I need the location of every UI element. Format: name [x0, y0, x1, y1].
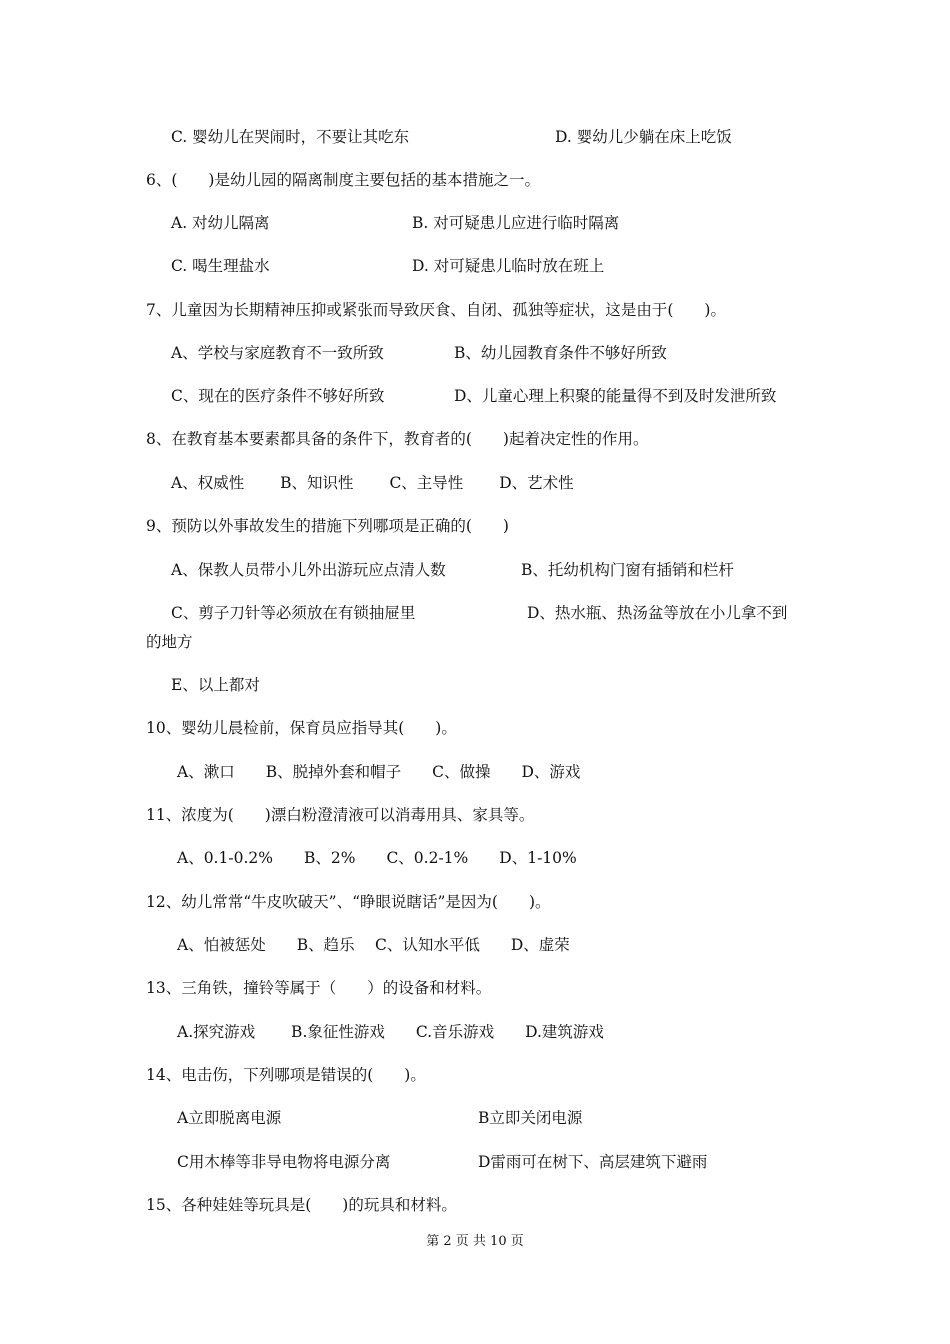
q14-option-a: A立即脱离电源 [177, 1109, 282, 1127]
q12-stem: 12、幼儿常常“牛皮吹破天”、“睁眼说瞎话”是因为( )。 [146, 893, 551, 911]
q9-option-d-continued: 的地方 [146, 633, 193, 651]
q14-option-b: B立即关闭电源 [478, 1109, 583, 1127]
q12-options: A、怕被惩处 B、趋乐 C、认知水平低 D、虚荣 [177, 936, 570, 954]
q8-options: A、权威性 B、知识性 C、主导性 D、艺术性 [171, 474, 574, 492]
q9-option-d: D、热水瓶、热汤盆等放在小儿拿不到 [527, 604, 788, 622]
q9-stem: 9、预防以外事故发生的措施下列哪项是正确的( ) [146, 517, 509, 535]
q7-stem: 7、儿童因为长期精神压抑或紧张而导致厌食、自闭、孤独等症状，这是由于( )。 [146, 301, 726, 319]
q11-options: A、0.1-0.2% B、2% C、0.2-1% D、1-10% [177, 849, 577, 867]
page-number: 第 2 页 共 10 页 [426, 1234, 524, 1249]
q7-option-d: D、儿童心理上积聚的能量得不到及时发泄所致 [454, 387, 777, 405]
q7-option-b: B、幼儿园教育条件不够好所致 [454, 344, 667, 362]
q14-option-c: C用木棒等非导电物将电源分离 [177, 1153, 391, 1171]
q6-option-b: B. 对可疑患儿应进行临时隔离 [412, 214, 620, 232]
q14-stem: 14、电击伤，下列哪项是错误的( )。 [146, 1066, 426, 1084]
q6-option-a: A. 对幼儿隔离 [171, 214, 270, 232]
q9-option-b: B、托幼机构门窗有插销和栏杆 [521, 561, 734, 579]
q6-option-d: D. 对可疑患儿临时放在班上 [412, 257, 605, 275]
q9-option-e: E、以上都对 [171, 676, 260, 694]
q9-option-c: C、剪子刀针等必须放在有锁抽屉里 [171, 604, 416, 622]
q7-option-a: A、学校与家庭教育不一致所致 [171, 344, 384, 362]
q10-options: A、漱口 B、脱掉外套和帽子 C、做操 D、游戏 [177, 763, 581, 781]
q7-option-c: C、现在的医疗条件不够好所致 [171, 387, 385, 405]
q8-stem: 8、在教育基本要素都具备的条件下，教育者的( )起着决定性的作用。 [146, 430, 649, 448]
q15-stem: 15、各种娃娃等玩具是( )的玩具和材料。 [146, 1196, 457, 1214]
q14-option-d: D雷雨可在树下、高层建筑下避雨 [478, 1153, 708, 1171]
q5-option-c: C. 婴幼儿在哭闹时，不要让其吃东 [171, 128, 410, 146]
q10-stem: 10、婴幼儿晨检前，保育员应指导其( )。 [146, 719, 457, 737]
q13-options: A.探究游戏 B.象征性游戏 C.音乐游戏 D.建筑游戏 [177, 1023, 604, 1041]
q11-stem: 11、浓度为( )漂白粉澄清液可以消毒用具、家具等。 [146, 806, 535, 824]
q13-stem: 13、三角铁，撞铃等属于（ ）的设备和材料。 [146, 979, 492, 997]
q9-option-a: A、保教人员带小儿外出游玩应点清人数 [171, 561, 446, 579]
q6-stem: 6、( )是幼儿园的隔离制度主要包括的基本措施之一。 [146, 171, 540, 189]
q5-option-d: D. 婴幼儿少躺在床上吃饭 [555, 128, 732, 146]
q6-option-c: C. 喝生理盐水 [171, 257, 270, 275]
